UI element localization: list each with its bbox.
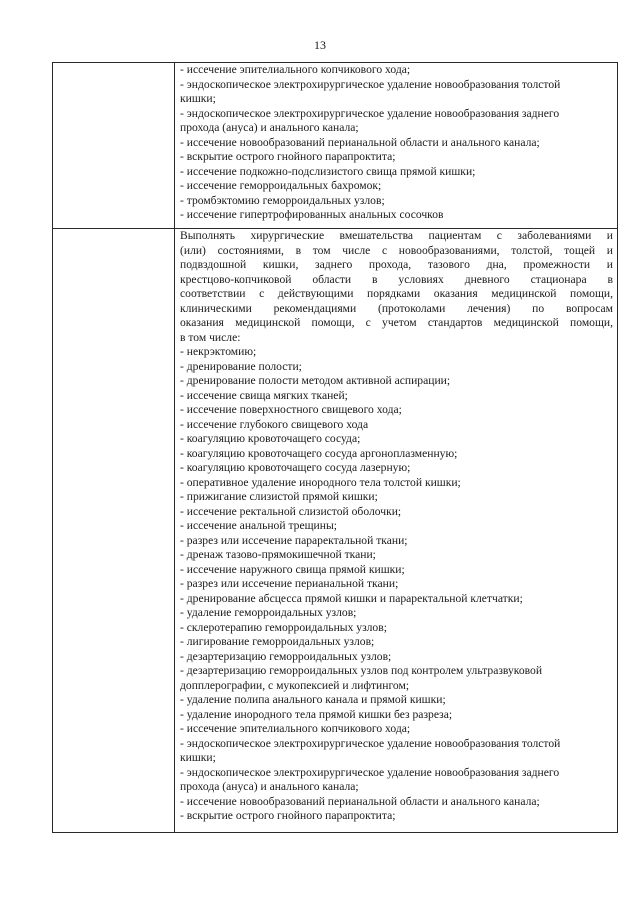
text-line: - иссечение новообразований перианальной области и анального канала;	[180, 135, 540, 149]
text-line: - лигирование геморроидальных узлов;	[180, 635, 375, 648]
text-line: - иссечение эпителиального копчикового хода;	[180, 722, 411, 735]
text-line: - иссечение ректальной слизистой оболочки;	[180, 504, 402, 518]
text-line: - некрэктомию;	[180, 345, 257, 358]
text-line: кишки;	[180, 92, 216, 105]
text-line: - дезартеризацию геморроидальных узлов;	[180, 649, 392, 663]
table-cell-left	[53, 63, 175, 229]
text-line: соответствии с действующими порядками оказания медицинской помощи,	[180, 287, 613, 300]
text-line: - разрез или иссечение параректальной ткани;	[180, 533, 408, 547]
text-line: (или) состояниями, в том числе с новообразованиями, толстой, тощей и	[180, 243, 613, 257]
table-cell-left	[53, 229, 175, 833]
text-line: - удаление полипа анального канала и прямой кишки;	[180, 693, 446, 706]
text-line: - иссечение геморроидальных бахромок;	[180, 179, 382, 192]
text-line: - дренирование абсцесса прямой кишки и параректальной клетчатки;	[180, 591, 523, 605]
text-line: - иссечение подкожно-подслизистого свища прямой кишки;	[180, 164, 476, 178]
text-line: - разрез или иссечение перианальной ткани;	[180, 577, 399, 590]
text-line: - эндоскопическое электрохирургическое удаление новообразования толстой	[180, 77, 561, 91]
table-cell-right	[175, 229, 618, 833]
text-line: - вскрытие острого гнойного парапроктита;	[180, 150, 396, 163]
text-line: - иссечение свища мягких тканей;	[180, 388, 348, 402]
text-line: крестцово-копчиковой области в условиях дневного стационара в	[180, 272, 613, 286]
text-line: - прижигание слизистой прямой кишки;	[180, 490, 378, 503]
text-line: - эндоскопическое электрохирургическое удаление новообразования заднего	[180, 765, 560, 779]
text-line: - коагуляцию кровоточащего сосуда аргоноплазменную;	[180, 446, 458, 460]
text-line: - иссечение поверхностного свищевого хода;	[180, 403, 402, 416]
text-line: - иссечение наружного свища прямой кишки;	[180, 562, 405, 576]
text-line: - иссечение глубокого свищевого хода	[180, 417, 369, 431]
text-line: - иссечение эпителиального копчикового хода;	[180, 63, 411, 76]
text-line: прохода (ануса) и анального канала;	[180, 780, 359, 793]
text-line: кишки;	[180, 751, 216, 764]
text-line: клиническими рекомендациями (протоколами лечения) по вопросам	[180, 301, 613, 315]
text-line: - дренирование полости методом активной аспирации;	[180, 374, 451, 387]
text-line: - дренаж тазово-прямокишечной ткани;	[180, 548, 376, 561]
text-line: - эндоскопическое электрохирургическое удаление новообразования заднего	[180, 106, 560, 120]
text-line: прохода (ануса) и анального канала;	[180, 121, 359, 134]
table-cell-right	[175, 63, 618, 229]
text-line: Выполнять хирургические вмешательства пациентам с заболеваниями и	[180, 229, 613, 242]
text-line: - коагуляцию кровоточащего сосуда;	[180, 432, 361, 445]
text-line: оказания медицинской помощи, с учетом стандартов медицинской помощи,	[180, 316, 613, 329]
text-line: - оперативное удаление инородного тела толстой кишки;	[180, 475, 461, 489]
text-line: - дезартеризацию геморроидальных узлов под контролем ультразвуковой	[180, 664, 543, 677]
table-row	[53, 63, 618, 229]
text-line: - иссечение гипертрофированных анальных сосочков	[180, 208, 444, 221]
text-line: допплерографии, с мукопексией и лифтингом;	[180, 678, 410, 692]
row2-paragraph	[180, 229, 613, 331]
table-row	[53, 229, 618, 833]
text-line: - удаление геморроидальных узлов;	[180, 606, 357, 619]
page-number: 13	[314, 38, 326, 52]
requirements-table	[52, 62, 618, 833]
text-line: - удаление инородного тела прямой кишки без разреза;	[180, 707, 453, 721]
text-line: подвздошной кишки, заднего прохода, тазового дна, промежности и	[180, 258, 613, 271]
text-line: в том числе:	[180, 330, 241, 344]
row1-list	[180, 63, 613, 223]
text-line: - склеротерапию геморроидальных узлов;	[180, 620, 387, 634]
text-line: - коагуляцию кровоточащего сосуда лазерную;	[180, 461, 411, 474]
text-line: - иссечение новообразований перианальной области и анального канала;	[180, 794, 540, 808]
text-line: - дренирование полости;	[180, 359, 302, 373]
text-line: - тромбэктомию геморроидальных узлов;	[180, 193, 385, 207]
row2-list	[180, 331, 613, 824]
text-line: - иссечение анальной трещины;	[180, 519, 337, 532]
text-line: - вскрытие острого гнойного парапроктита;	[180, 809, 396, 822]
text-line: - эндоскопическое электрохирургическое удаление новообразования толстой	[180, 736, 561, 750]
